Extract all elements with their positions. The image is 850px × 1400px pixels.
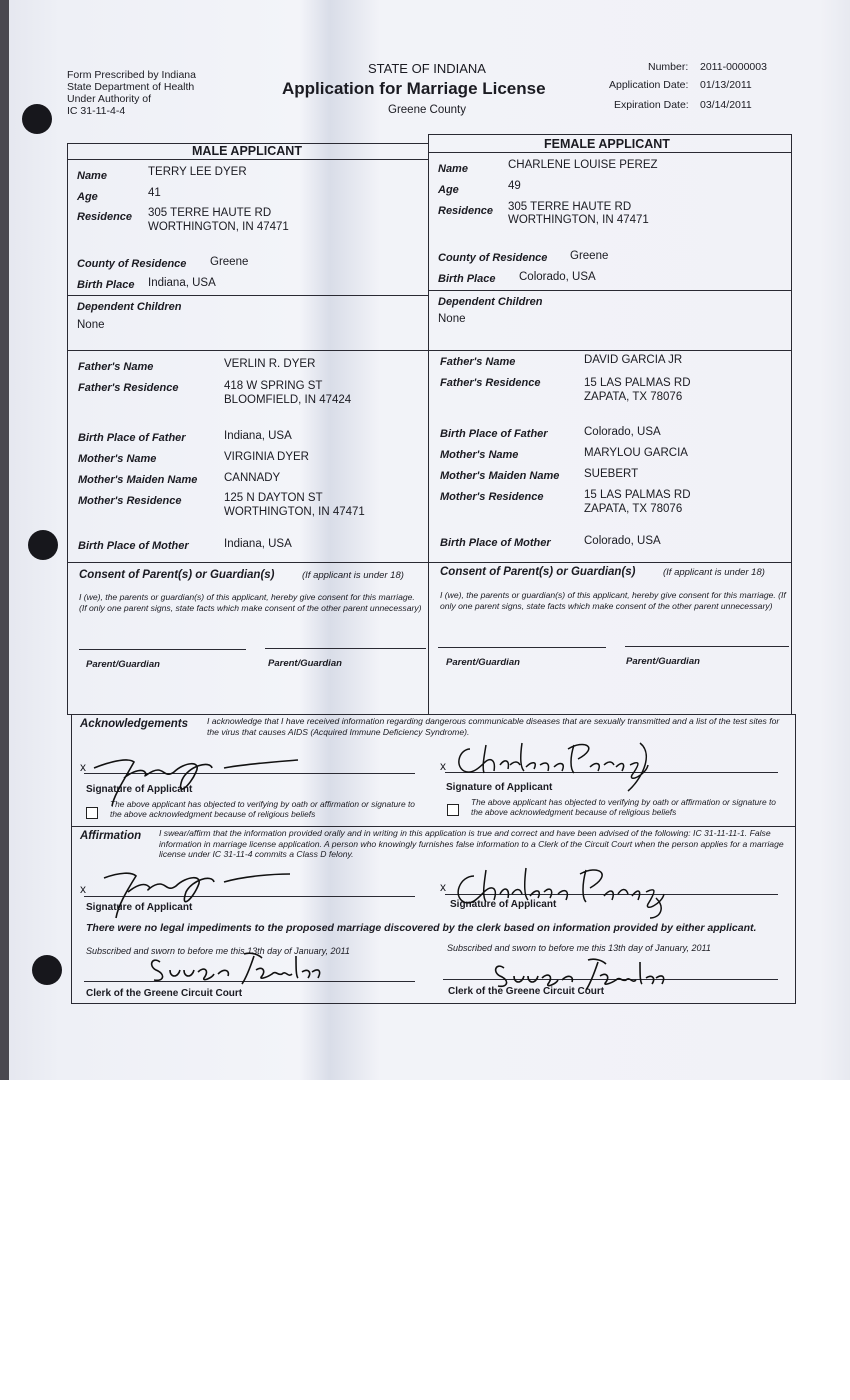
female-subscribed-text: Subscribed and sworn to before me this 13th day of January, 2011 — [447, 943, 711, 953]
frame-left — [67, 143, 68, 715]
male-mother-maiden-label: Mother's Maiden Name — [78, 474, 198, 486]
male-residence-label: Residence — [77, 211, 133, 223]
male-mother-residence-line2: WORTHINGTON, IN 47471 — [224, 506, 365, 518]
male-age-label: Age — [77, 191, 98, 203]
female-affirm-signature-label: Signature of Applicant — [450, 899, 557, 910]
female-applicant-heading: FEMALE APPLICANT — [544, 137, 670, 151]
form-prescribed-line: State Department of Health — [67, 81, 195, 93]
divider-consent — [67, 562, 792, 563]
male-affirm-signature-label: Signature of Applicant — [86, 902, 193, 913]
male-clerk-label: Clerk of the Greene Circuit Court — [86, 988, 243, 999]
male-parent-guardian-label-2: Parent/Guardian — [268, 658, 342, 669]
expiration-date-value: 03/14/2011 — [700, 99, 752, 111]
no-impediments-statement: There were no legal impediments to the proposed marriage discovered by the clerk based on information provided by either applicant. — [86, 922, 757, 934]
male-mother-birthplace-value: Indiana, USA — [224, 538, 292, 550]
female-mother-residence-line1: 15 LAS PALMAS RD — [584, 489, 691, 501]
male-father-birthplace-label: Birth Place of Father — [78, 432, 186, 444]
female-dependent-children-value: None — [438, 313, 466, 325]
male-signature-ack — [84, 740, 314, 810]
punch-hole — [28, 530, 58, 560]
female-residence-line2: WORTHINGTON, IN 47471 — [508, 214, 649, 226]
divider-ack — [67, 714, 796, 715]
male-mother-residence-label: Mother's Residence — [78, 495, 182, 507]
female-age-value: 49 — [508, 180, 521, 192]
frame-right-lower — [795, 714, 796, 1004]
frame-middle — [428, 135, 429, 715]
male-consent-text: I (we), the parents or guardian(s) of this applicant, hereby give consent for this marriage. (If only one parent signs, state facts which make consent of the other parent unnecessary) — [79, 592, 422, 613]
male-signature-affirm — [84, 862, 304, 922]
female-mother-residence-label: Mother's Residence — [440, 491, 544, 503]
female-birthplace-value: Colorado, USA — [519, 271, 596, 283]
female-parent-line-1[interactable] — [438, 647, 606, 648]
female-name-label: Name — [438, 163, 468, 175]
male-objection-text: The above applicant has objected to verifying by oath or affirmation or signature to the above acknowledgment because of religious beliefs — [110, 799, 415, 819]
female-father-name-label: Father's Name — [440, 356, 516, 368]
male-consent-note: (If applicant is under 18) — [302, 570, 404, 581]
form-title: Application for Marriage License — [282, 79, 546, 98]
female-clerk-label: Clerk of the Greene Circuit Court — [448, 986, 605, 997]
heading-underline-left — [67, 159, 429, 160]
affirmation-title: Affirmation — [80, 830, 142, 842]
male-residence-line2: WORTHINGTON, IN 47471 — [148, 221, 289, 233]
expiration-date-label: Expiration Date: — [614, 99, 689, 111]
male-county-value: Greene — [210, 256, 249, 268]
number-label: Number: — [648, 61, 689, 73]
female-mother-name-label: Mother's Name — [440, 449, 519, 461]
divider-affirmation — [71, 826, 796, 827]
female-signature-ack — [450, 735, 660, 795]
county-heading: Greene County — [388, 104, 466, 116]
female-mother-maiden-label: Mother's Maiden Name — [440, 470, 560, 482]
female-consent-note: (If applicant is under 18) — [663, 567, 765, 578]
form-prescribed-line: IC 31-11-4-4 — [67, 105, 126, 117]
male-father-residence-line1: 418 W SPRING ST — [224, 380, 323, 392]
male-dependent-children-value: None — [77, 319, 105, 331]
female-father-birthplace-label: Birth Place of Father — [440, 428, 548, 440]
female-age-label: Age — [438, 184, 459, 196]
male-mother-name-label: Mother's Name — [78, 453, 157, 465]
scan-edge — [0, 0, 9, 1080]
female-residence-label: Residence — [438, 205, 494, 217]
female-objection-checkbox[interactable] — [447, 804, 459, 816]
female-father-name-value: DAVID GARCIA JR — [584, 354, 683, 366]
form-prescribed-note — [67, 69, 196, 117]
female-ack-signature-x: x — [440, 759, 446, 773]
female-mother-name-value: MARYLOU GARCIA — [584, 447, 688, 459]
form-prescribed-line: Form Prescribed by Indiana — [67, 69, 196, 81]
male-mother-residence-line1: 125 N DAYTON ST — [224, 492, 323, 504]
female-objection-text: The above applicant has objected to verifying by oath or affirmation or signature to the above acknowledgment because of religious beliefs — [471, 797, 776, 817]
female-father-birthplace-value: Colorado, USA — [584, 426, 661, 438]
female-father-residence-label: Father's Residence — [440, 377, 541, 389]
frame-left-lower — [71, 714, 72, 1004]
punch-hole — [32, 955, 62, 985]
female-consent-text: I (we), the parents or guardian(s) of this applicant, hereby give consent for this marriage. (If only one parent signs, state facts which make consent of the other parent unnecessary) — [440, 590, 786, 611]
female-dependent-children-label: Dependent Children — [438, 296, 543, 308]
male-clerk-signature — [146, 948, 326, 988]
female-father-residence-line2: ZAPATA, TX 78076 — [584, 391, 683, 403]
female-county-value: Greene — [570, 250, 609, 262]
male-applicant-heading: MALE APPLICANT — [192, 144, 302, 158]
divider-parents — [67, 350, 792, 351]
male-father-residence-line2: BLOOMFIELD, IN 47424 — [224, 394, 352, 406]
male-parent-guardian-label-1: Parent/Guardian — [86, 659, 160, 670]
male-county-label: County of Residence — [77, 258, 187, 270]
female-clerk-signature — [490, 954, 670, 994]
female-residence-line1: 305 TERRE HAUTE RD — [508, 201, 632, 213]
male-father-birthplace-value: Indiana, USA — [224, 430, 292, 442]
male-age-value: 41 — [148, 187, 161, 199]
male-mother-name-value: VIRGINIA DYER — [224, 451, 309, 463]
male-father-name-label: Father's Name — [78, 361, 154, 373]
state-heading: STATE OF INDIANA — [368, 61, 486, 76]
divider-left — [67, 295, 429, 296]
female-ack-signature-label: Signature of Applicant — [446, 782, 553, 793]
female-affirm-signature-x: x — [440, 880, 446, 894]
frame-top-right — [428, 134, 792, 135]
male-affirm-signature-x: x — [80, 882, 86, 896]
female-name-value: CHARLENE LOUISE PEREZ — [508, 159, 658, 171]
male-dependent-children-label: Dependent Children — [77, 301, 182, 313]
male-ack-signature-label: Signature of Applicant — [86, 784, 193, 795]
application-date-value: 01/13/2011 — [700, 79, 752, 91]
female-mother-residence-line2: ZAPATA, TX 78076 — [584, 503, 683, 515]
male-mother-maiden-value: CANNADY — [224, 472, 281, 484]
female-father-residence-line1: 15 LAS PALMAS RD — [584, 377, 691, 389]
male-birthplace-label: Birth Place — [77, 279, 135, 291]
male-parent-line-2[interactable] — [265, 648, 426, 649]
male-subscribed-text: Subscribed and sworn to before me this 13th day of January, 2011 — [86, 946, 350, 956]
female-consent-title: Consent of Parent(s) or Guardian(s) — [440, 566, 636, 578]
male-consent-title: Consent of Parent(s) or Guardian(s) — [79, 569, 275, 581]
male-parent-line-1[interactable] — [79, 649, 246, 650]
punch-hole — [22, 104, 52, 134]
male-residence-line1: 305 TERRE HAUTE RD — [148, 207, 272, 219]
female-parent-guardian-label-1: Parent/Guardian — [446, 657, 520, 668]
female-mother-birthplace-value: Colorado, USA — [584, 535, 661, 547]
male-father-residence-label: Father's Residence — [78, 382, 179, 394]
female-county-label: County of Residence — [438, 252, 548, 264]
female-parent-guardian-label-2: Parent/Guardian — [626, 656, 700, 667]
frame-bottom — [71, 1003, 796, 1004]
acknowledgements-title: Acknowledgements — [80, 718, 188, 730]
male-father-name-value: VERLIN R. DYER — [224, 358, 316, 370]
female-parent-line-2[interactable] — [625, 646, 789, 647]
female-mother-maiden-value: SUEBERT — [584, 468, 639, 480]
female-birthplace-label: Birth Place — [438, 273, 496, 285]
number-value: 2011-0000003 — [700, 61, 767, 73]
female-signature-affirm — [446, 862, 676, 922]
male-ack-signature-x: x — [80, 760, 86, 774]
divider-right — [428, 290, 792, 291]
male-mother-birthplace-label: Birth Place of Mother — [78, 540, 189, 552]
heading-underline-right — [428, 152, 792, 153]
form-prescribed-line: Under Authority of — [67, 93, 152, 105]
application-date-label: Application Date: — [609, 79, 689, 91]
female-mother-birthplace-label: Birth Place of Mother — [440, 537, 551, 549]
male-name-label: Name — [77, 170, 107, 182]
male-name-value: TERRY LEE DYER — [148, 166, 247, 178]
male-birthplace-value: Indiana, USA — [148, 277, 216, 289]
frame-right — [791, 134, 792, 714]
acknowledgements-text: I acknowledge that I have received information regarding dangerous communicable diseases that are sexually transmitted and a list of the test sites for the virus that causes AIDS (Acquired Immune Deficiency Syndrome). — [207, 716, 780, 737]
affirmation-text: I swear/affirm that the information provided orally and in writing in this application is true and correct and have been advised of the following: IC 31-11-11-1. False information in marriage license application. A person who knowingly furnishes false information to a Clerk of the Circuit Court when the person applies for a marriage license under IC 31-11-4 commits a Class D felony. — [159, 828, 784, 859]
